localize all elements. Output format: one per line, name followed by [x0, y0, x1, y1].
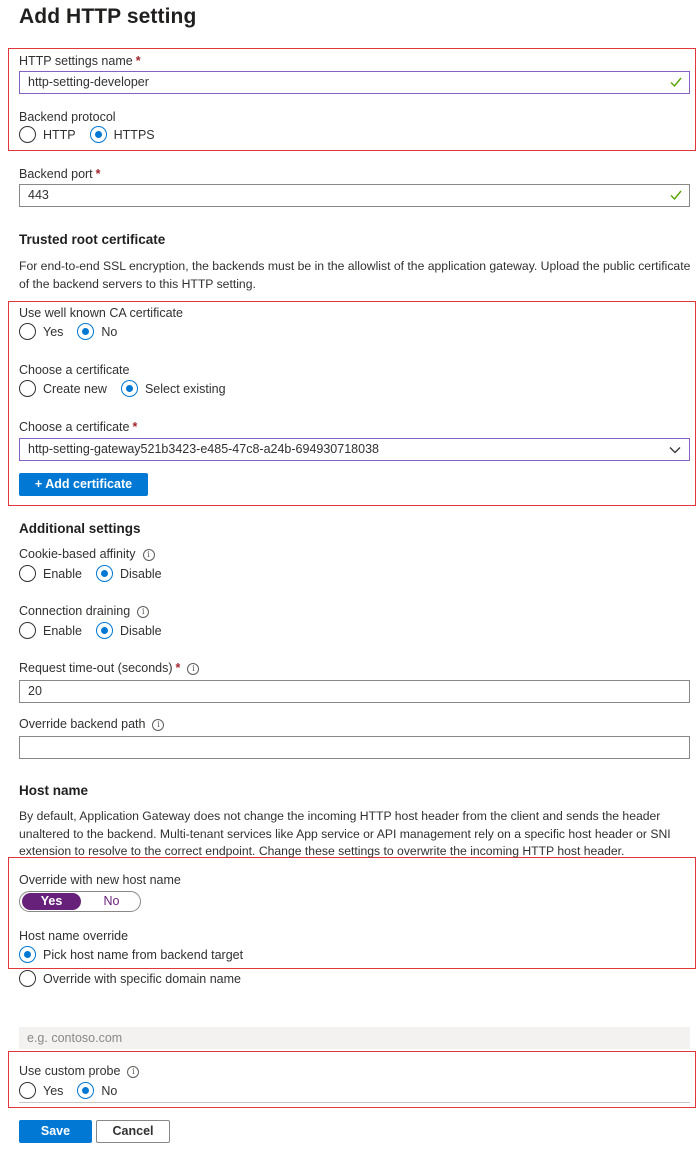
radio-circle-selected [96, 565, 113, 582]
radio-label: Yes [43, 1083, 64, 1098]
radio-ca-yes[interactable] [19, 323, 63, 340]
description-line: unaltered to the backend. Multi-tenant services like App service or API management rely on a specific host header or SNI [19, 826, 671, 841]
backend-protocol-label: Backend protocol [19, 110, 116, 124]
toggle-yes[interactable]: Yes [22, 893, 81, 910]
certificate-mode-radio-group [19, 380, 240, 397]
http-settings-name-label: HTTP settings name * [19, 54, 141, 68]
well-known-ca-radio-group [19, 323, 131, 340]
radio-circle [19, 970, 36, 987]
radio-circle [19, 565, 36, 582]
radio-circle-selected [19, 946, 36, 963]
info-icon[interactable]: i [137, 606, 149, 618]
radio-label: Select existing [144, 381, 226, 396]
radio-pick-host-name[interactable] [19, 946, 243, 963]
host-name-description [19, 808, 694, 861]
certificate-dropdown-value: http-setting-gateway521b3423-e485-47c8-a24b-694930718038 [28, 442, 379, 456]
http-settings-name-value: http-setting-developer [28, 75, 149, 89]
http-settings-name-input[interactable] [19, 71, 690, 94]
radio-label: Pick host name from backend target [43, 947, 244, 962]
domain-name-input[interactable] [19, 1027, 690, 1049]
custom-probe-radio-group [19, 1082, 131, 1099]
radio-circle [19, 622, 36, 639]
cookie-affinity-radio-group [19, 565, 176, 582]
choose-certificate-mode-label: Choose a certificate [19, 363, 130, 377]
request-timeout-input[interactable] [19, 680, 690, 703]
description-line: extension to resolve to the correct endpoint. Change these settings to overwrite the incoming HTTP host header. [19, 844, 625, 858]
description-line: For end-to-end SSL encryption, the backends must be in the allowlist of the application gateway. Upload the public certificate [19, 259, 691, 273]
radio-label: Yes [43, 324, 64, 339]
footer-divider [19, 1102, 690, 1103]
checkmark-icon [669, 75, 683, 89]
domain-name-placeholder: e.g. contoso.com [27, 1031, 123, 1045]
backend-port-input[interactable] [19, 184, 690, 207]
radio-probe-yes[interactable] [19, 1082, 63, 1099]
override-backend-path-input[interactable] [19, 736, 690, 759]
radio-circle [19, 126, 36, 143]
trusted-root-description [19, 258, 694, 293]
radio-circle-selected [96, 622, 113, 639]
host-name-override-label: Host name override [19, 929, 129, 943]
radio-circle-selected [90, 126, 107, 143]
radio-select-existing[interactable] [121, 380, 226, 397]
radio-cookie-disable[interactable] [96, 565, 162, 582]
radio-label: Override with specific domain name [43, 971, 241, 986]
info-icon[interactable]: i [152, 719, 164, 731]
radio-label: HTTPS [113, 127, 155, 142]
radio-probe-no[interactable] [77, 1082, 117, 1099]
connection-draining-label: Connection draining i [19, 604, 149, 618]
host-name-option-override[interactable] [19, 970, 255, 987]
checkmark-icon [669, 188, 683, 202]
radio-circle-selected [121, 380, 138, 397]
radio-label: Disable [119, 566, 162, 581]
cancel-button[interactable]: Cancel [96, 1120, 170, 1143]
connection-draining-radio-group [19, 622, 176, 639]
radio-circle [19, 323, 36, 340]
override-host-name-toggle[interactable] [19, 891, 141, 912]
custom-probe-label: Use custom probe i [19, 1064, 139, 1078]
add-certificate-button[interactable]: + Add certificate [19, 473, 148, 496]
radio-http[interactable] [19, 126, 76, 143]
request-timeout-label: Request time-out (seconds) * i [19, 661, 199, 675]
radio-label: No [101, 1083, 118, 1098]
radio-draining-enable[interactable] [19, 622, 82, 639]
toggle-no[interactable]: No [103, 894, 120, 908]
radio-create-new[interactable] [19, 380, 107, 397]
radio-label: Enable [43, 566, 82, 581]
override-backend-path-label: Override backend path i [19, 717, 164, 731]
override-host-name-label: Override with new host name [19, 873, 181, 887]
radio-draining-disable[interactable] [96, 622, 162, 639]
radio-specific-domain[interactable] [19, 970, 241, 987]
cookie-affinity-label: Cookie-based affinity i [19, 547, 155, 561]
radio-label: Disable [119, 623, 162, 638]
request-timeout-value: 20 [28, 684, 42, 698]
radio-circle [19, 380, 36, 397]
radio-https[interactable] [90, 126, 155, 143]
info-icon[interactable]: i [127, 1066, 139, 1078]
radio-label: Create new [43, 381, 107, 396]
well-known-ca-label: Use well known CA certificate [19, 306, 183, 320]
certificate-dropdown[interactable] [19, 438, 690, 461]
radio-cookie-enable[interactable] [19, 565, 82, 582]
backend-protocol-radio-group [19, 126, 169, 143]
save-button[interactable]: Save [19, 1120, 92, 1143]
page-title: Add HTTP setting [19, 5, 197, 28]
chevron-down-icon [668, 443, 682, 457]
trusted-root-heading: Trusted root certificate [19, 232, 166, 247]
radio-label: No [101, 324, 118, 339]
radio-circle-selected [77, 323, 94, 340]
info-icon[interactable]: i [143, 549, 155, 561]
radio-ca-no[interactable] [77, 323, 117, 340]
backend-port-label: Backend port * [19, 167, 101, 181]
radio-label: Enable [43, 623, 82, 638]
radio-circle [19, 1082, 36, 1099]
host-name-option-pick[interactable] [19, 946, 257, 963]
radio-label: HTTP [43, 127, 76, 142]
radio-circle-selected [77, 1082, 94, 1099]
description-line: By default, Application Gateway does not change the incoming HTTP host header from the client and sends the header [19, 809, 661, 823]
choose-certificate-label: Choose a certificate * [19, 420, 138, 434]
host-name-heading: Host name [19, 783, 89, 798]
highlight-box-custom-probe [8, 1051, 696, 1108]
info-icon[interactable]: i [187, 663, 199, 675]
backend-port-value: 443 [28, 188, 49, 202]
description-line: of the backend servers to this HTTP setting. [19, 276, 256, 291]
additional-settings-heading: Additional settings [19, 521, 141, 536]
